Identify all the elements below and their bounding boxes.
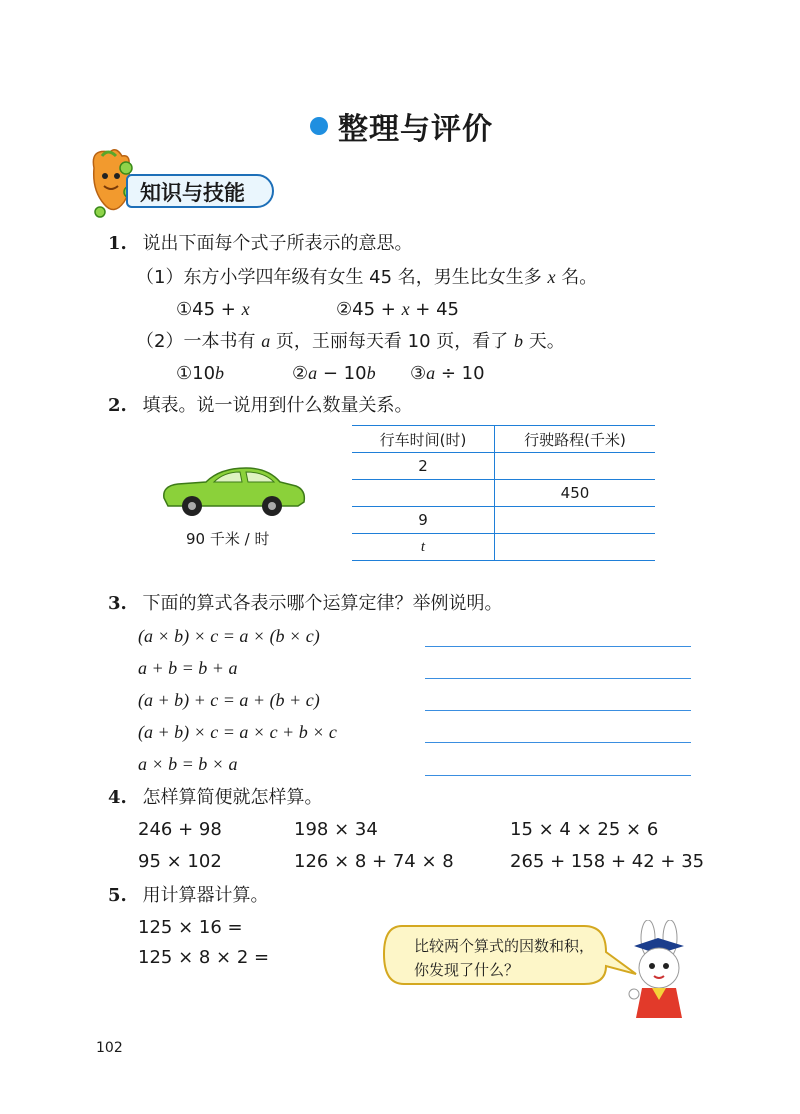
page-number: 102 [96, 1040, 123, 1056]
part-label: （1） [136, 267, 184, 288]
variable: a [426, 363, 436, 383]
question-text: 下面的算式各表示哪个运算定律？举例说明。 [142, 593, 503, 614]
part-text: 东方小学四年级有女生 45 名，男生比女生多 [183, 267, 548, 288]
calc-expression: 95 × 102 [138, 851, 222, 872]
question-3 [108, 592, 503, 616]
table-row [352, 480, 655, 507]
variable: x [241, 299, 250, 319]
answer-line[interactable] [425, 646, 691, 647]
option-text: ② [292, 363, 309, 384]
calc-expression: 265 + 158 + 42 + 35 [510, 851, 705, 872]
question-4 [108, 786, 323, 810]
answer-line[interactable] [425, 775, 691, 776]
option-1 [176, 361, 224, 386]
calculator-expression: 125 × 8 × 2 = [138, 947, 270, 968]
page-title-text: 整理与评价 [338, 112, 493, 147]
calc-expression: 15 × 4 × 25 × 6 [510, 819, 659, 840]
part-text-end: 名。 [555, 267, 598, 288]
part-text: 一本书有 [183, 331, 262, 352]
question-text: 怎样算简便就怎样算。 [142, 787, 323, 808]
section-tag [86, 146, 286, 216]
option-2 [336, 297, 459, 322]
distance-table [352, 425, 655, 561]
table-row [352, 534, 655, 561]
calc-expression: 198 × 34 [294, 819, 378, 840]
table-row [352, 453, 655, 480]
variable: x [547, 267, 556, 287]
variable: b [513, 331, 523, 351]
option-text: ②45 + [336, 299, 402, 320]
law-formula: (a + b) + c = a + (b + c) [138, 690, 320, 710]
law-formula: (a × b) × c = a × (b × c) [138, 626, 320, 646]
variable: x [401, 299, 410, 319]
option-text: ①45 + [176, 299, 242, 320]
question-number: 4. [108, 787, 127, 808]
calc-expression: 126 × 8 + 74 × 8 [294, 851, 454, 872]
option-text-end: ÷ 10 [435, 363, 485, 384]
law-formula: (a + b) × c = a × c + b × c [138, 722, 337, 742]
question-number: 2. [108, 395, 127, 416]
calculator-expression: 125 × 16 = [138, 917, 243, 938]
table-header-row [352, 426, 655, 453]
speech-bubble-text: 比较两个算式的因数和积，你发现了什么？ [414, 937, 595, 979]
law-formula: a + b = b + a [138, 658, 238, 678]
question-number: 1. [108, 233, 127, 254]
calc-expression: 246 + 98 [138, 819, 222, 840]
option-3 [410, 361, 485, 386]
question-text: 用计算器计算。 [142, 885, 269, 906]
question-number: 5. [108, 885, 127, 906]
law-formula: a × b = b × a [138, 754, 238, 774]
question-2 [108, 394, 413, 418]
question-5 [108, 884, 269, 908]
option-2 [292, 361, 376, 386]
table-cell[interactable] [495, 534, 656, 561]
variable: a [308, 363, 318, 383]
part-text: 页，王丽每天看 10 页，看了 [270, 331, 514, 352]
table-cell: 450 [495, 480, 656, 507]
table-cell[interactable] [352, 480, 495, 507]
section-label: 知识与技能 [126, 174, 274, 208]
answer-line[interactable] [425, 678, 691, 679]
option-text: ③ [410, 363, 427, 384]
page-title [310, 104, 493, 148]
question-1 [108, 232, 413, 256]
option-text-end: − 10 [317, 363, 367, 384]
option-text-end: + 45 [409, 299, 460, 320]
table-header: 行车时间(时) [352, 426, 495, 453]
question-number: 3. [108, 593, 127, 614]
option-1 [176, 297, 250, 322]
question-text: 填表。说一说用到什么数量关系。 [142, 395, 413, 416]
table-cell: 2 [352, 453, 495, 480]
table-cell: 9 [352, 507, 495, 534]
answer-line[interactable] [425, 742, 691, 743]
car-icon [158, 462, 308, 520]
speech-bubble [380, 922, 608, 986]
table-cell: t [352, 534, 495, 561]
variable: b [215, 363, 225, 383]
part-text: 天。 [522, 331, 565, 352]
table-cell[interactable] [495, 507, 656, 534]
answer-line[interactable] [425, 710, 691, 711]
variable: b [366, 363, 376, 383]
bullet-dot-icon [310, 117, 328, 135]
rabbit-mascot-icon [618, 920, 704, 1024]
car-speed-caption: 90 千米 / 时 [186, 530, 270, 548]
question-text: 说出下面每个式子所表示的意思。 [142, 233, 413, 254]
option-text: ①10 [176, 363, 216, 384]
table-row [352, 507, 655, 534]
table-cell[interactable] [495, 453, 656, 480]
part-label: （2） [136, 331, 184, 352]
table-header: 行驶路程(千米) [495, 426, 656, 453]
question-1-part-1 [136, 265, 597, 290]
question-1-part-2 [136, 329, 565, 354]
variable: a [261, 331, 271, 351]
